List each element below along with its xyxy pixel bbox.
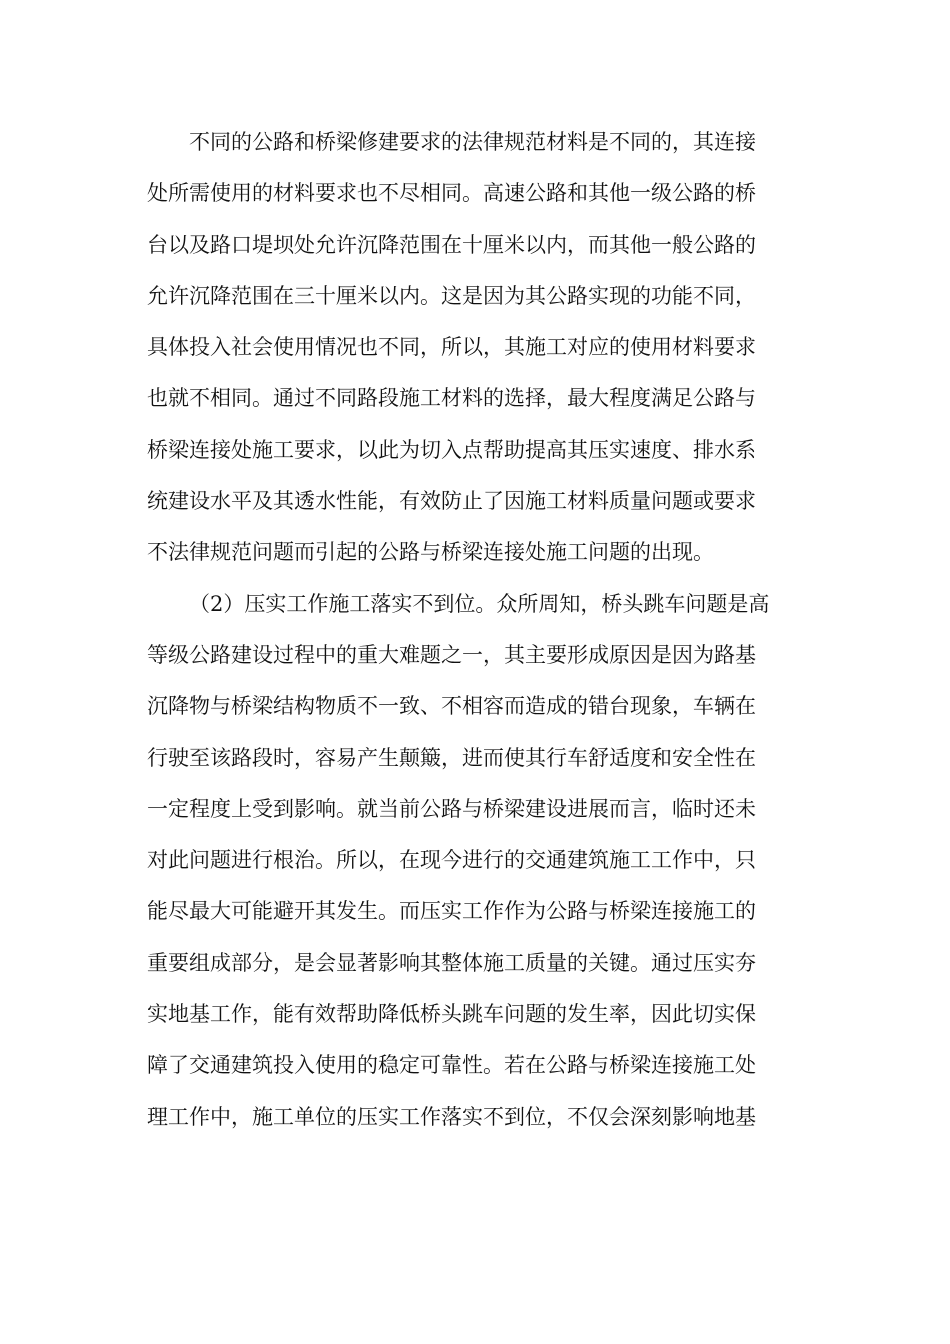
text-line: 理工作中，施工单位的压实工作落实不到位，不仅会深刻影响地基 (147, 1104, 756, 1129)
text-line: 重要组成部分，是会显著影响其整体施工质量的关键。通过压实夯 (147, 950, 756, 975)
text-line: 统建设水平及其透水性能，有效防止了因施工材料质量问题或要求 (147, 489, 756, 514)
text-line: 桥梁连接处施工要求，以此为切入点帮助提高其压实速度、排水系 (147, 437, 756, 462)
text-line: 不同的公路和桥梁修建要求的法律规范材料是不同的，其连接 (189, 130, 756, 154)
body-text (147, 117, 807, 1143)
text-line: 能尽最大可能避开其发生。而压实工作作为公路与桥梁连接施工的 (147, 899, 756, 924)
text-line: 障了交通建筑投入使用的稳定可靠性。若在公路与桥梁连接施工处 (147, 1053, 756, 1078)
text-line: 也就不相同。通过不同路段施工材料的选择，最大程度满足公路与 (147, 386, 756, 411)
paragraph-compaction (147, 579, 807, 1143)
text-line: 行驶至该路段时，容易产生颠簸，进而使其行车舒适度和安全性在 (147, 745, 756, 770)
text-line: 实地基工作，能有效帮助降低桥头跳车问题的发生率，因此切实保 (147, 1002, 756, 1027)
text-line: （2）压实工作施工落实不到位。众所周知，桥头跳车问题是高 (189, 591, 770, 616)
paragraph-materials (147, 117, 807, 579)
text-line: 不法律规范问题而引起的公路与桥梁连接处施工问题的出现。 (147, 540, 714, 565)
text-line: 具体投入社会使用情况也不同，所以，其施工对应的使用材料要求 (147, 335, 756, 360)
text-line: 台以及路口堤坝处允许沉降范围在十厘米以内，而其他一般公路的 (147, 232, 756, 257)
text-line: 对此问题进行根治。所以，在现今进行的交通建筑施工工作中，只 (147, 848, 756, 873)
text-line: 处所需使用的材料要求也不尽相同。高速公路和其他一级公路的桥 (147, 181, 756, 206)
text-line: 一定程度上受到影响。就当前公路与桥梁建设进展而言，临时还未 (147, 796, 756, 821)
text-line: 沉降物与桥梁结构物质不一致、不相容而造成的错台现象，车辆在 (147, 694, 756, 719)
text-line: 等级公路建设过程中的重大难题之一，其主要形成原因是因为路基 (147, 642, 756, 667)
text-line: 允许沉降范围在三十厘米以内。这是因为其公路实现的功能不同， (147, 283, 756, 308)
